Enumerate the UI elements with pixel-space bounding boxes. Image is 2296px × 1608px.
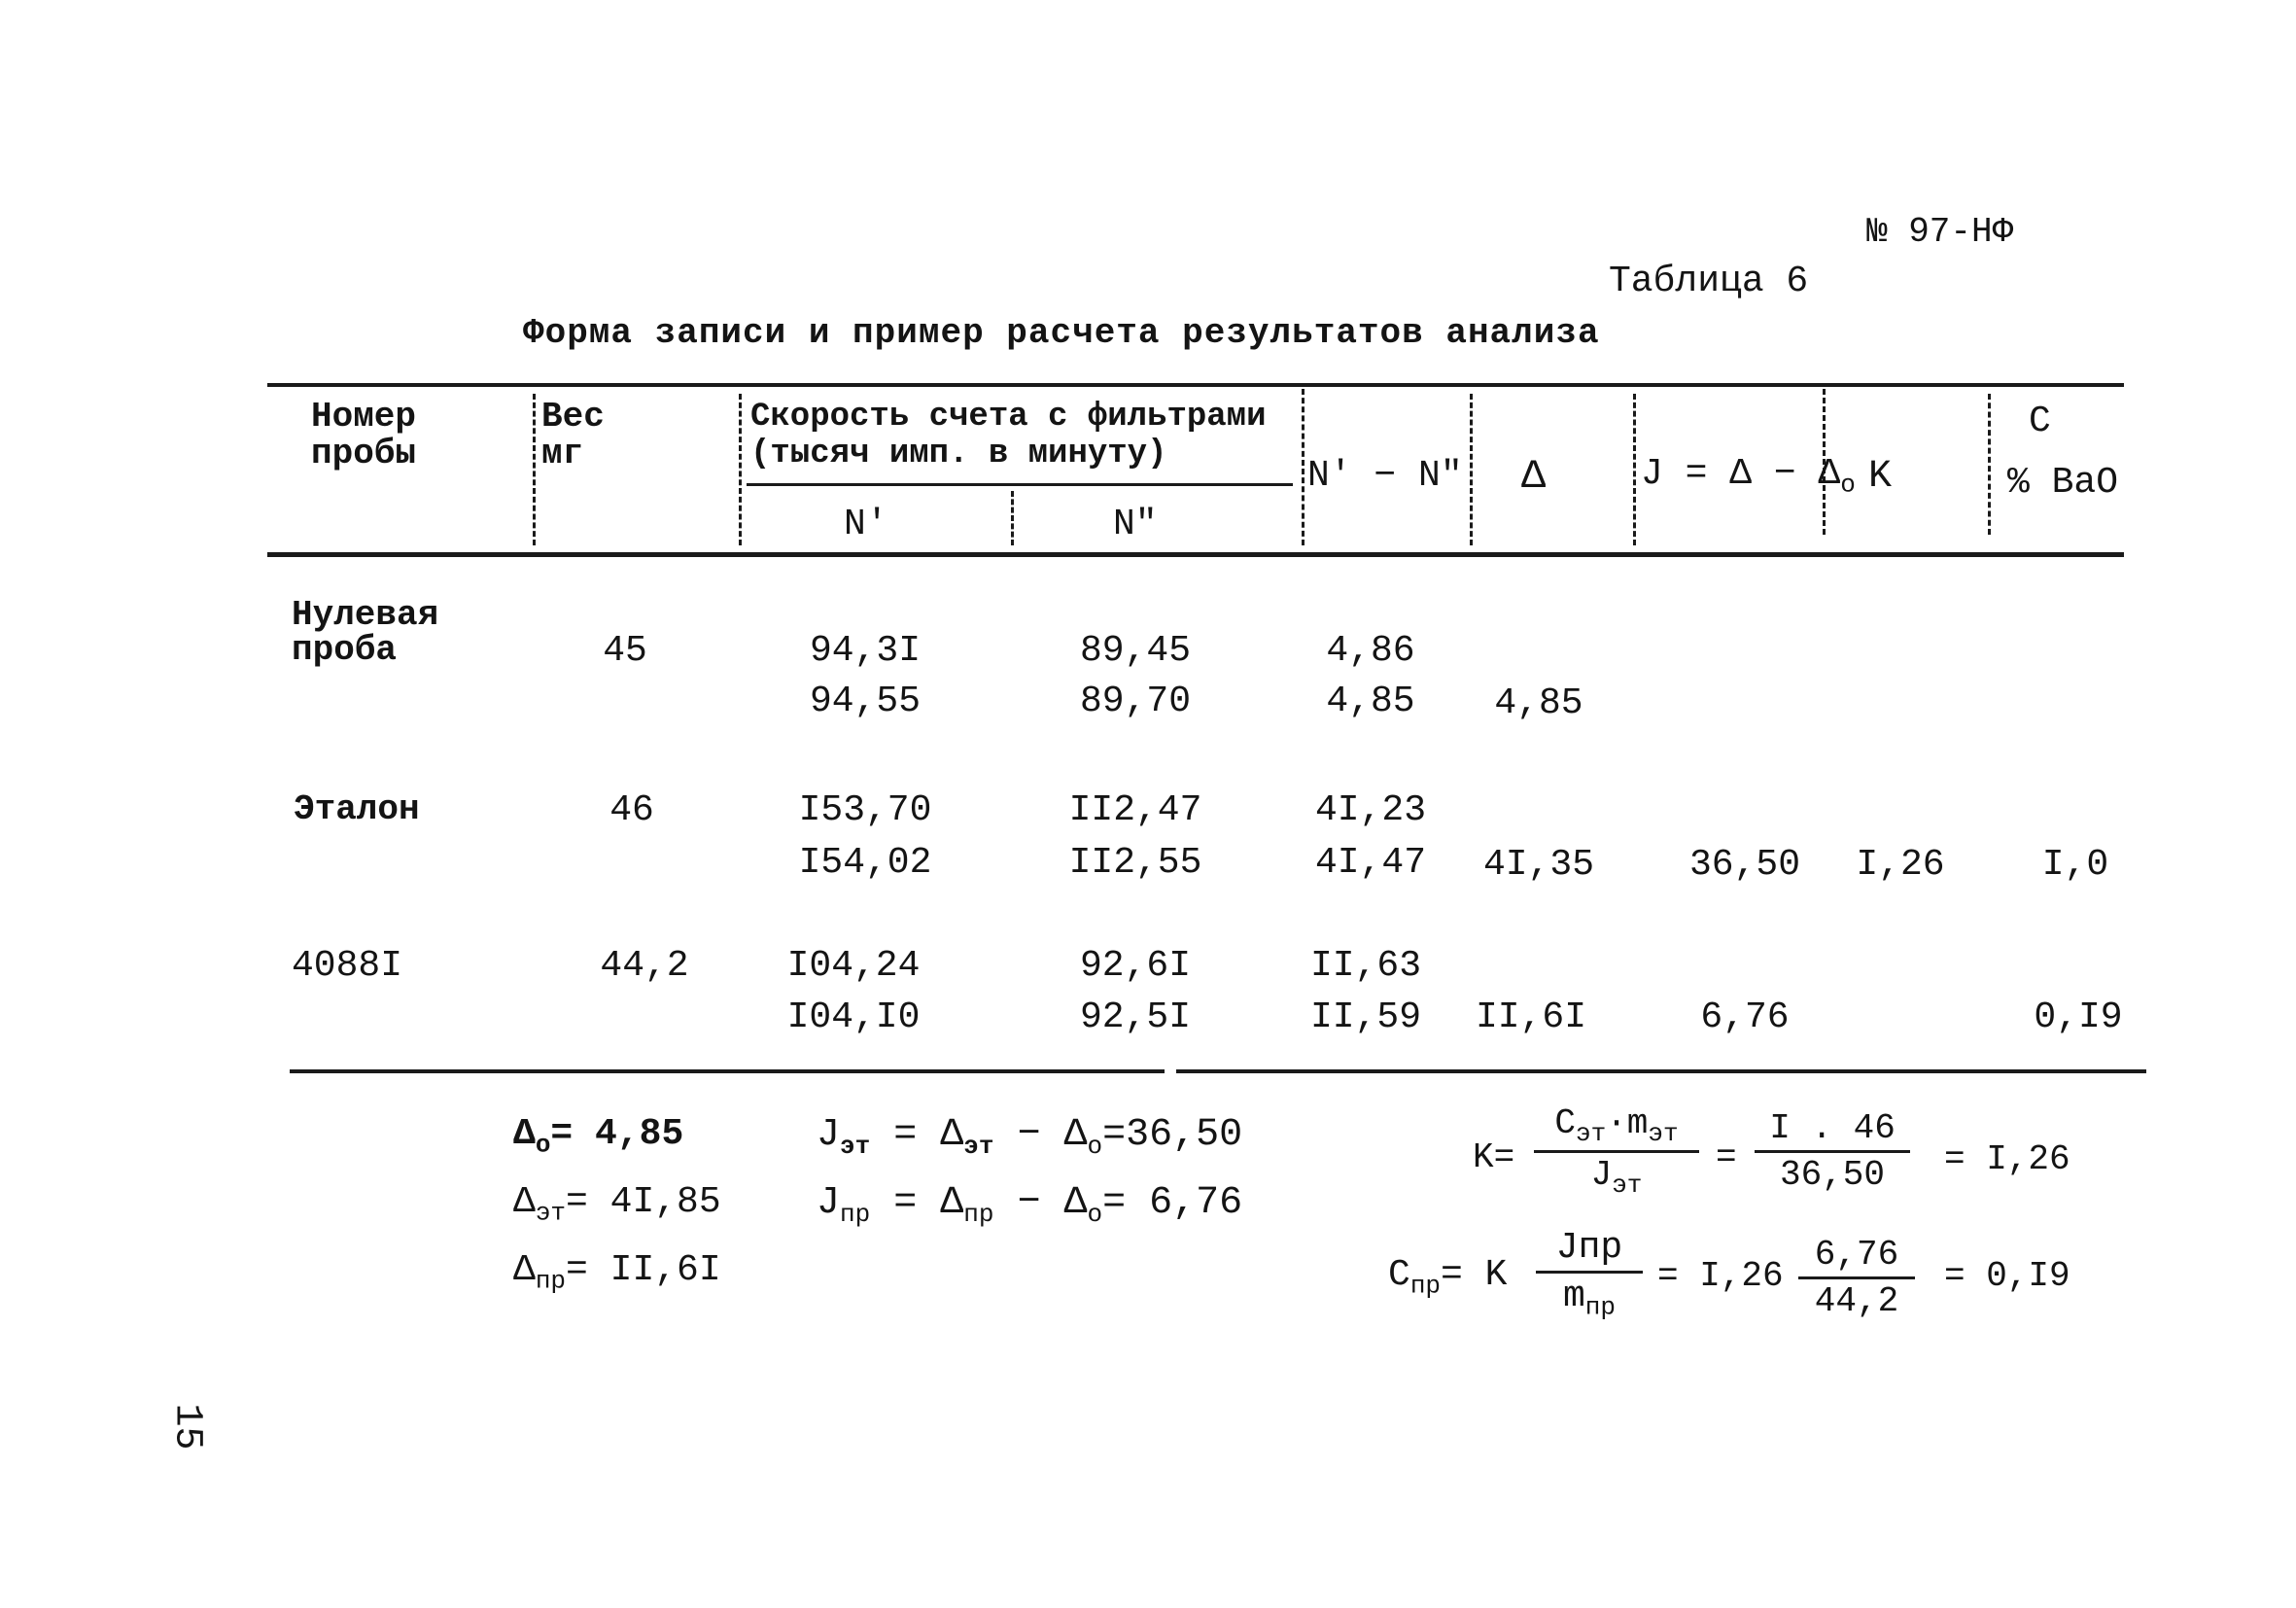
- row-sample-n1-b: I04,I0: [786, 996, 921, 1038]
- row-zero-n1-b: 94,55: [809, 681, 922, 722]
- k-formula-num2: I . 46: [1769, 1108, 1896, 1148]
- header-c: [2007, 401, 2118, 504]
- c-lhs-c: C: [1388, 1254, 1410, 1296]
- k-formula-lhs: K=: [1473, 1137, 1515, 1177]
- k-num1-c: C: [1554, 1103, 1576, 1143]
- subheader-rule: [747, 483, 1293, 486]
- k-formula-den2: 36,50: [1779, 1155, 1886, 1195]
- c-num1-j: J: [1555, 1227, 1579, 1269]
- c-num1-sub: пр: [1578, 1227, 1623, 1269]
- row-sample-name: 4088I: [292, 945, 403, 987]
- header-intensity-text: J = Δ − Δ: [1641, 453, 1841, 495]
- calc-j-et-rest-sub: o: [1087, 1132, 1103, 1161]
- calc-j-et-mid-sub: эт: [963, 1132, 994, 1161]
- c-lhs-eq: = K: [1441, 1254, 1508, 1296]
- calc-j-pr-value: = 6,76: [1102, 1181, 1243, 1225]
- header-n-double-prime: N": [1113, 504, 1158, 545]
- calc-j-pr-rest-sub: o: [1087, 1200, 1103, 1229]
- table-bottom-rule-right: [1176, 1069, 2146, 1073]
- row-zero-diff-b: 4,85: [1326, 681, 1415, 722]
- col-sep-3: [1011, 491, 1014, 545]
- c-formula-mid: = I,26: [1657, 1256, 1784, 1296]
- header-weight: [541, 399, 605, 472]
- col-sep-1: [533, 394, 536, 545]
- row-standard-n1-b: I54,02: [798, 842, 932, 884]
- calc-j-pr-rest: − Δ: [1017, 1181, 1088, 1225]
- header-weight-line1: Вес: [541, 397, 605, 437]
- k-formula-num1: [1554, 1103, 1678, 1148]
- table-label: Таблица 6: [1609, 261, 1809, 302]
- c-formula-num1: [1556, 1227, 1622, 1269]
- document-number: № 97-НФ: [1866, 212, 2014, 252]
- row-sample-n2-b: 92,5I: [1079, 996, 1192, 1038]
- header-sample-number: [311, 399, 416, 472]
- k-formula-den1: [1591, 1155, 1643, 1200]
- col-sep-4: [1302, 389, 1305, 545]
- row-standard-diff-a: 4I,23: [1314, 789, 1427, 831]
- row-sample-diff-b: II,59: [1309, 996, 1422, 1038]
- k-num1-m-sub: эт: [1648, 1119, 1679, 1149]
- row-standard-n2-a: II2,47: [1068, 789, 1202, 831]
- header-bottom-rule: [267, 552, 2124, 557]
- c-formula-lhs: [1388, 1254, 1507, 1301]
- row-zero-delta: 4,85: [1494, 682, 1583, 724]
- header-n-prime: N': [844, 504, 888, 545]
- k-den1-j-sub: эт: [1612, 1171, 1643, 1201]
- row-standard-delta: 4I,35: [1482, 844, 1595, 886]
- k-formula-fraction-1: [1534, 1103, 1699, 1200]
- row-zero-name-line2: проба: [292, 630, 398, 670]
- row-standard-k: I,26: [1856, 844, 1945, 886]
- c-formula-result: = 0,I9: [1944, 1256, 2070, 1296]
- calc-j-pr: [817, 1181, 1242, 1229]
- table-bottom-rule-left: [290, 1069, 1165, 1073]
- k-formula-bar-1: [1534, 1150, 1699, 1153]
- calc-delta0-sub: o: [535, 1130, 551, 1160]
- calc-j-et-rest: − Δ: [1017, 1113, 1088, 1157]
- calc-delta-pr-value: = II,6I: [566, 1249, 721, 1291]
- k-formula-bar-2: [1755, 1150, 1910, 1153]
- c-formula-fraction-1: [1536, 1227, 1643, 1322]
- row-standard-name: Эталон: [294, 789, 420, 829]
- calc-j-pr-mid: = Δ: [893, 1181, 964, 1225]
- calc-j-et-mid: = Δ: [893, 1113, 964, 1157]
- header-delta: Δ: [1521, 453, 1547, 500]
- row-zero-diff-a: 4,86: [1326, 630, 1415, 672]
- header-c-line1: C: [2029, 401, 2051, 442]
- row-zero-n2-b: 89,70: [1079, 681, 1192, 722]
- calc-delta-et-value: = 4I,85: [566, 1181, 721, 1223]
- calc-delta-pr-sub: пр: [535, 1266, 567, 1296]
- col-sep-6: [1633, 394, 1636, 545]
- k-formula-eq1: =: [1716, 1137, 1737, 1177]
- c-formula-den2: 44,2: [1814, 1281, 1899, 1321]
- c-formula-bar-1: [1536, 1271, 1643, 1274]
- header-k: K: [1868, 455, 1893, 499]
- calc-j-et: [817, 1113, 1242, 1161]
- header-weight-line2: мг: [541, 434, 584, 473]
- header-c-line2: % BaO: [2007, 462, 2119, 504]
- header-intensity: [1641, 453, 1856, 500]
- calc-delta-pr: [513, 1249, 721, 1296]
- header-count-rate-line2: (тысяч имп. в минуту): [750, 436, 1167, 472]
- header-count-rate: [750, 399, 1267, 472]
- c-formula-fraction-2: [1798, 1235, 1915, 1321]
- k-num1-m: ·m: [1606, 1103, 1649, 1143]
- calc-delta-et: [513, 1181, 721, 1228]
- calc-delta0-value: = 4,85: [550, 1113, 684, 1155]
- table-top-rule: [267, 383, 2124, 387]
- row-sample-c: 0,I9: [2034, 996, 2123, 1038]
- k-den1-j: J: [1590, 1155, 1613, 1196]
- row-sample-n2-a: 92,6I: [1079, 945, 1192, 987]
- row-zero-n1-a: 94,3I: [809, 630, 922, 672]
- header-difference: N' − N": [1307, 455, 1463, 497]
- c-den1-m: m: [1562, 1276, 1585, 1317]
- row-sample-j: 6,76: [1700, 996, 1790, 1038]
- calc-j-pr-sub: пр: [840, 1200, 871, 1229]
- calc-j-et-value: =36,50: [1102, 1113, 1243, 1157]
- table-title: Форма записи и пример расчета результатов анализа: [523, 313, 1600, 353]
- col-sep-8: [1988, 394, 1991, 535]
- row-zero-name-line1: Нулевая: [292, 595, 439, 635]
- calc-delta0: [513, 1113, 683, 1160]
- page-number: 15: [164, 1403, 209, 1451]
- row-standard-c: I,0: [2041, 844, 2109, 886]
- calc-delta-et-sub: эт: [535, 1198, 567, 1228]
- row-standard-weight: 46: [609, 789, 654, 831]
- row-sample-delta: II,6I: [1475, 996, 1587, 1038]
- row-sample-diff-a: II,63: [1309, 945, 1422, 987]
- k-formula-fraction-2: [1755, 1108, 1910, 1195]
- row-standard-diff-b: 4I,47: [1314, 842, 1427, 884]
- row-sample-n1-a: I04,24: [786, 945, 921, 987]
- col-sep-2: [739, 394, 742, 545]
- c-den1-sub: пр: [1584, 1292, 1617, 1322]
- col-sep-5: [1470, 394, 1473, 545]
- k-formula-result: = I,26: [1944, 1139, 2070, 1179]
- row-zero-n2-a: 89,45: [1079, 630, 1192, 672]
- header-intensity-sub: o: [1840, 470, 1856, 500]
- k-num1-c-sub: эт: [1575, 1119, 1607, 1149]
- calc-delta-et-label: Δ: [513, 1181, 536, 1223]
- row-standard-n2-b: II2,55: [1068, 842, 1202, 884]
- header-count-rate-line1: Скорость счета с фильтрами: [750, 399, 1267, 436]
- calc-delta-pr-label: Δ: [513, 1249, 536, 1291]
- header-sample-number-line1: Номер: [311, 397, 417, 437]
- calc-j-pr-mid-sub: пр: [963, 1200, 994, 1229]
- row-standard-j: 36,50: [1688, 844, 1801, 886]
- c-formula-num2: 6,76: [1814, 1235, 1899, 1275]
- c-formula-den1: [1563, 1276, 1616, 1322]
- calc-j-et-label: J: [817, 1113, 841, 1157]
- row-sample-weight: 44,2: [600, 945, 689, 987]
- header-sample-number-line2: пробы: [311, 434, 417, 473]
- row-zero-weight: 45: [603, 630, 647, 672]
- c-lhs-sub: пр: [1409, 1271, 1442, 1301]
- row-zero-sample-name: [292, 595, 439, 670]
- c-formula-bar-2: [1798, 1276, 1915, 1279]
- calc-j-et-sub: эт: [840, 1132, 871, 1161]
- calc-delta0-label: Δ: [513, 1113, 536, 1155]
- calc-j-pr-label: J: [817, 1181, 841, 1225]
- row-standard-n1-a: I53,70: [798, 789, 932, 831]
